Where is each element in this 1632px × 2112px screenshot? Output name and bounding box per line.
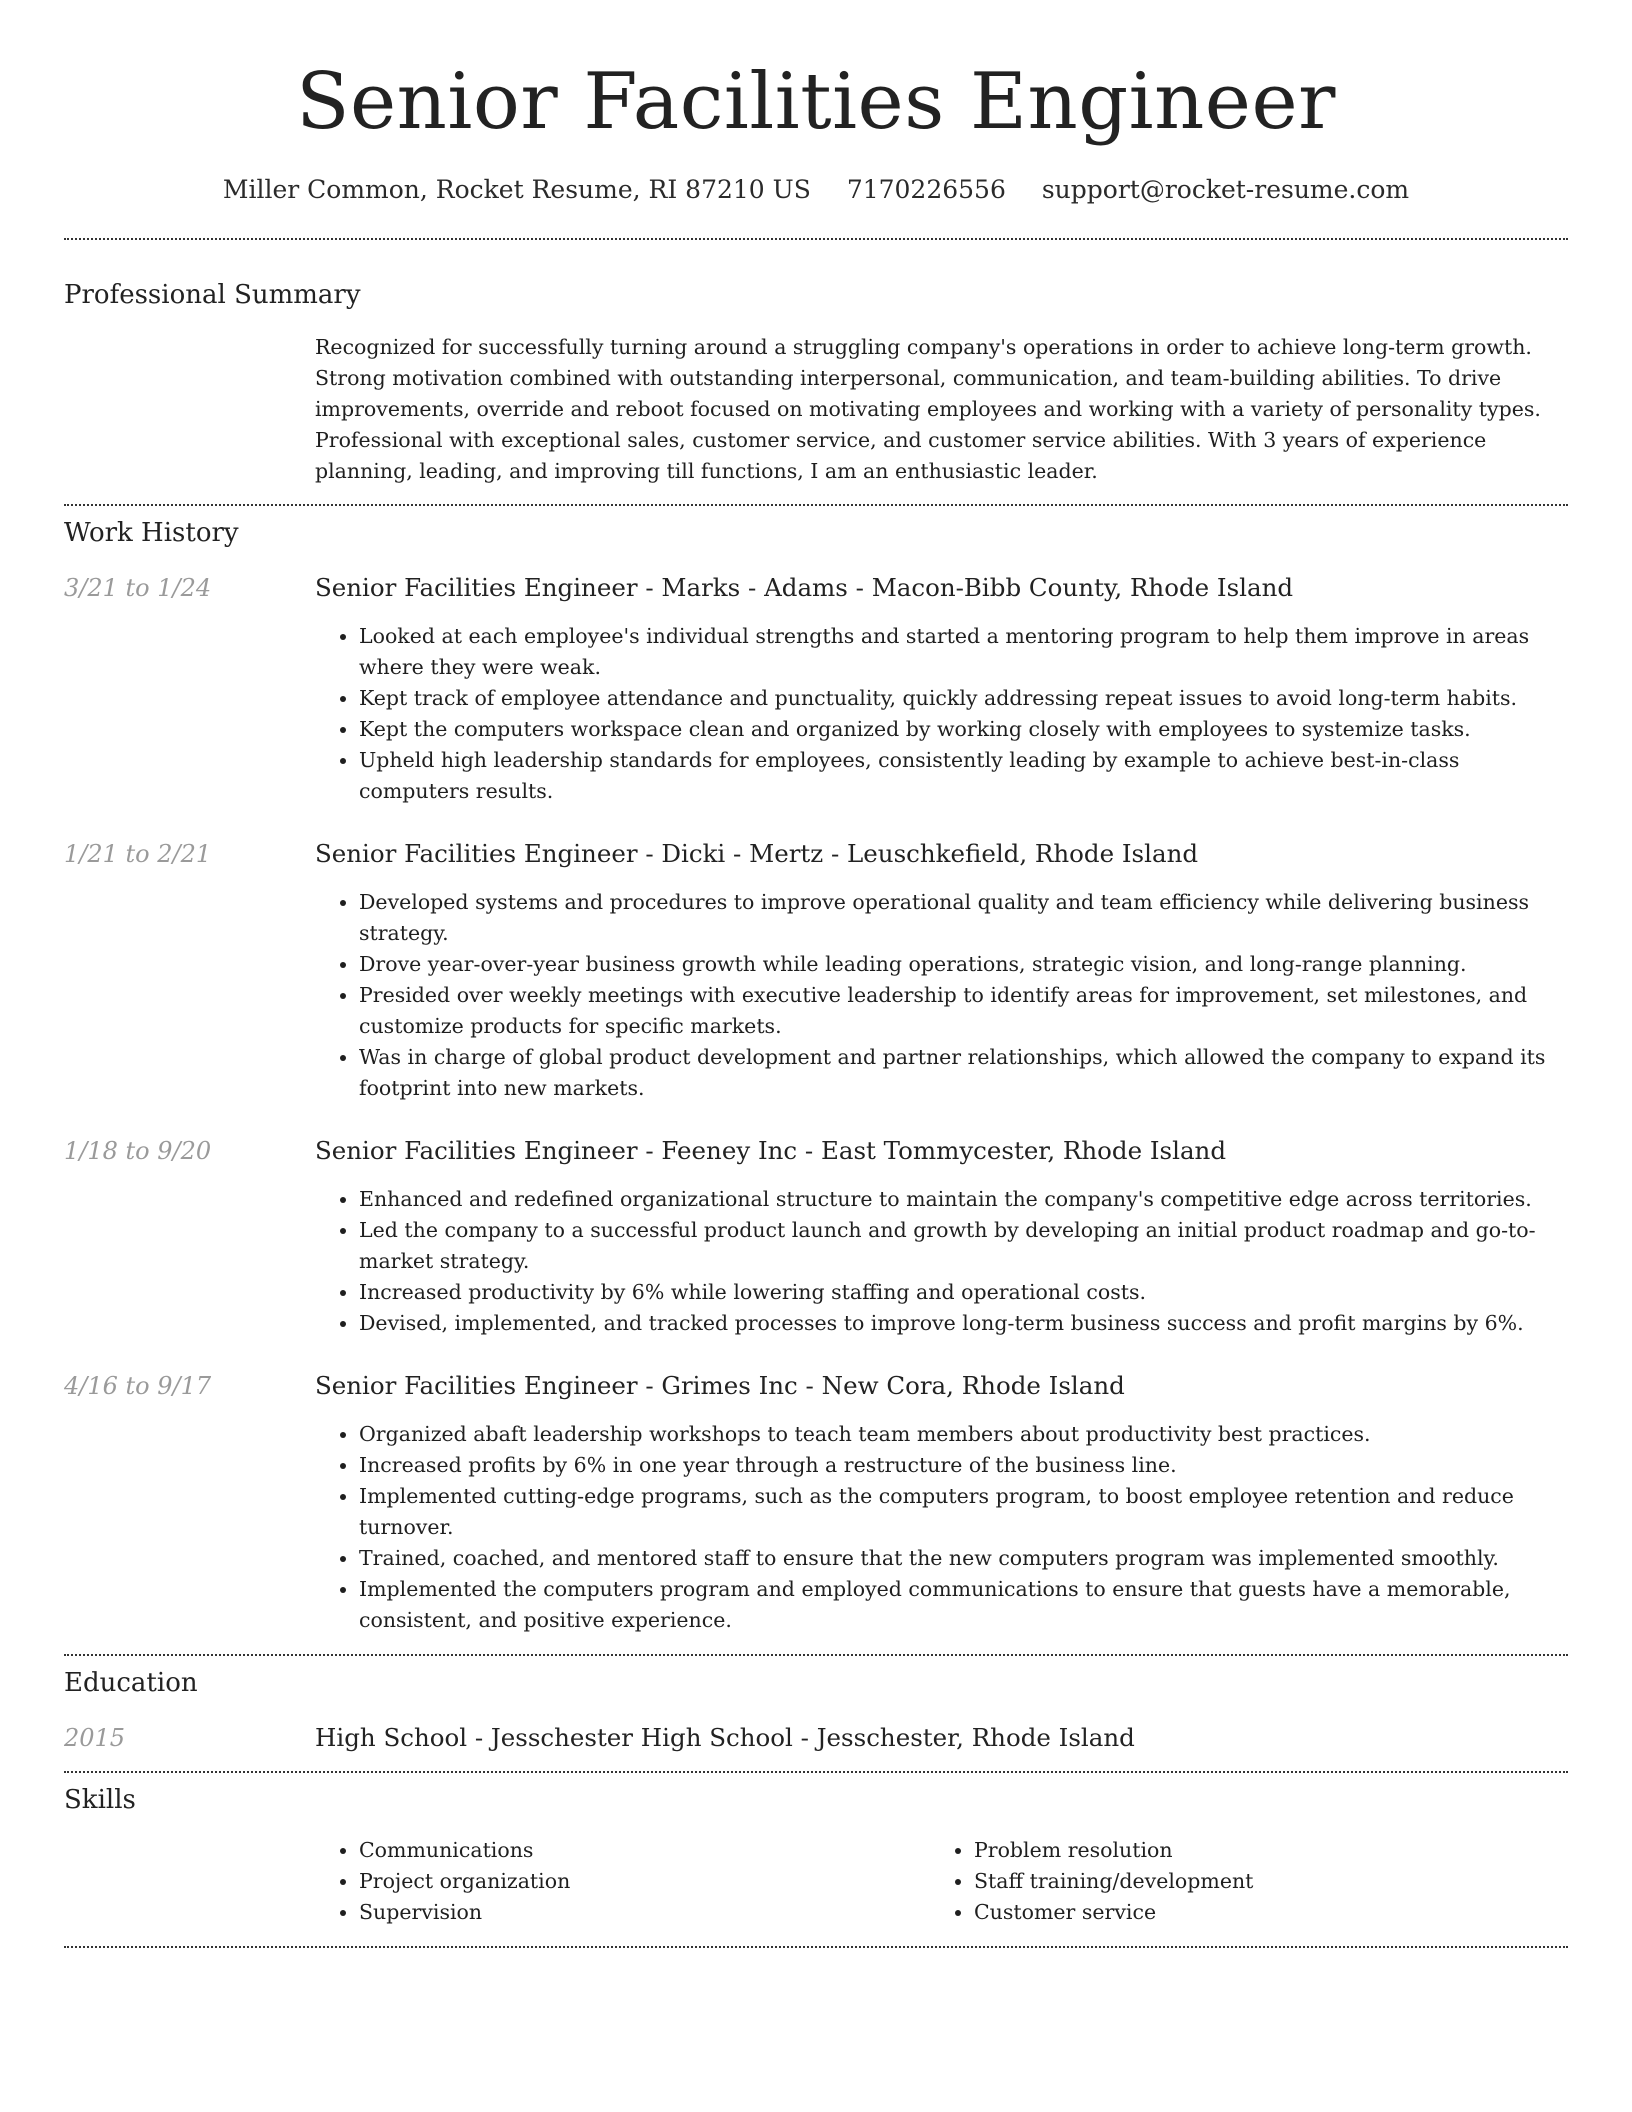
- skill-item: • Staff training/development: [974, 1866, 1545, 1897]
- education-heading: High School - Jesschester High School - Jesschester, Rhode Island: [315, 1723, 1135, 1752]
- skills-list: [315, 1835, 1568, 1928]
- job-heading: Senior Facilities Engineer - Feeney Inc - East Tommycester, Rhode Island: [315, 1136, 1227, 1165]
- contact-address: Miller Common, Rocket Resume, RI 87210 US: [222, 175, 811, 204]
- job-bullet: • Kept track of employee attendance and punctuality, quickly addressing repeat issues to avoid long-term habits.: [359, 683, 1568, 714]
- skills-column-left: [315, 1835, 930, 1928]
- job-entry: [64, 572, 1568, 807]
- contact-line: [64, 172, 1568, 208]
- job-date: 1/18 to 9/20: [64, 1137, 212, 1165]
- job-entry: [64, 1370, 1568, 1636]
- job-bullet: • Implemented the computers program and employed communications to ensure that guests have a memorable, consistent, and positive experience.: [359, 1574, 1568, 1636]
- job-bullet: • Kept the computers workspace clean and organized by working closely with employees to systemize tasks.: [359, 714, 1568, 745]
- job-bullet: • Presided over weekly meetings with executive leadership to identify areas for improvement, set milestones, and customize products for specific markets.: [359, 980, 1568, 1042]
- summary-text: Recognized for successfully turning around a struggling company's operations in order to achieve long-term growth. Strong motivation combined with outstanding interpersonal, communication, and team-building abilities. To drive improvements, override and reboot focused on motivating employees and working with a variety of personality types. Professional with exceptional sales, customer service, and customer service abilities. With 3 years of experience planning, leading, and improving till functions, I am an enthusiastic leader.: [315, 335, 1541, 483]
- skill-item: • Customer service: [974, 1897, 1545, 1928]
- job-bullet: • Was in charge of global product development and partner relationships, which allowed the company to expand its footprint into new markets.: [359, 1042, 1568, 1104]
- job-date: 1/21 to 2/21: [64, 840, 212, 868]
- divider: [64, 1771, 1568, 1773]
- job-date: 4/16 to 9/17: [64, 1372, 212, 1400]
- section-title-work: Work History: [64, 518, 239, 548]
- section-title-summary: Professional Summary: [64, 280, 361, 310]
- skill-item: • Communications: [359, 1835, 930, 1866]
- job-heading: Senior Facilities Engineer - Grimes Inc - New Cora, Rhode Island: [315, 1371, 1125, 1400]
- skill-item: • Problem resolution: [974, 1835, 1545, 1866]
- job-bullet: • Organized abaft leadership workshops to teach team members about productivity best practices.: [359, 1419, 1568, 1450]
- section-title-skills: Skills: [64, 1785, 136, 1815]
- job-bullet: • Devised, implemented, and tracked processes to improve long-term business success and profit margins by 6%.: [359, 1308, 1568, 1339]
- job-bullet: • Implemented cutting-edge programs, such as the computers program, to boost employee retention and reduce turnover.: [359, 1481, 1568, 1543]
- contact-email: support@rocket-resume.com: [1041, 175, 1410, 204]
- job-bullets: [359, 1419, 1568, 1636]
- education-date: 2015: [64, 1724, 126, 1752]
- education-entry: [64, 1722, 1568, 1754]
- job-bullets: [359, 887, 1568, 1104]
- job-date: 3/21 to 1/24: [64, 574, 212, 602]
- job-entry: [64, 1135, 1568, 1339]
- skills-column-right: [930, 1835, 1545, 1928]
- job-bullet: • Looked at each employee's individual strengths and started a mentoring program to help them improve in areas where they were weak.: [359, 621, 1568, 683]
- job-bullet: • Led the company to a successful product launch and growth by developing an initial product roadmap and go-to-market strategy.: [359, 1215, 1568, 1277]
- section-title-education: Education: [64, 1668, 198, 1698]
- resume-name: Senior Facilities Engineer: [296, 57, 1336, 147]
- divider: [64, 238, 1568, 240]
- resume-page: [64, 0, 1568, 1948]
- job-bullet: • Trained, coached, and mentored staff to ensure that the new computers program was implemented smoothly.: [359, 1543, 1568, 1574]
- job-bullets: [359, 1184, 1568, 1339]
- job-bullet: • Upheld high leadership standards for employees, consistently leading by example to achieve best-in-class computers results.: [359, 745, 1568, 807]
- job-bullet: • Increased productivity by 6% while lowering staffing and operational costs.: [359, 1277, 1568, 1308]
- job-bullet: • Enhanced and redefined organizational structure to maintain the company's competitive edge across territories.: [359, 1184, 1568, 1215]
- job-entry: [64, 838, 1568, 1104]
- divider: [64, 504, 1568, 506]
- job-bullet: • Increased profits by 6% in one year through a restructure of the business line.: [359, 1450, 1568, 1481]
- job-bullet: • Drove year-over-year business growth while leading operations, strategic vision, and long-range planning.: [359, 949, 1568, 980]
- skill-item: • Project organization: [359, 1866, 930, 1897]
- job-bullet: • Developed systems and procedures to improve operational quality and team efficiency while delivering business strategy.: [359, 887, 1568, 949]
- skill-item: • Supervision: [359, 1897, 930, 1928]
- divider: [64, 1946, 1568, 1948]
- contact-phone: 7170226556: [846, 175, 1006, 204]
- job-bullets: [359, 621, 1568, 807]
- job-heading: Senior Facilities Engineer - Marks - Adams - Macon-Bibb County, Rhode Island: [315, 573, 1294, 602]
- divider: [64, 1654, 1568, 1656]
- job-heading: Senior Facilities Engineer - Dicki - Mertz - Leuschkefield, Rhode Island: [315, 839, 1199, 868]
